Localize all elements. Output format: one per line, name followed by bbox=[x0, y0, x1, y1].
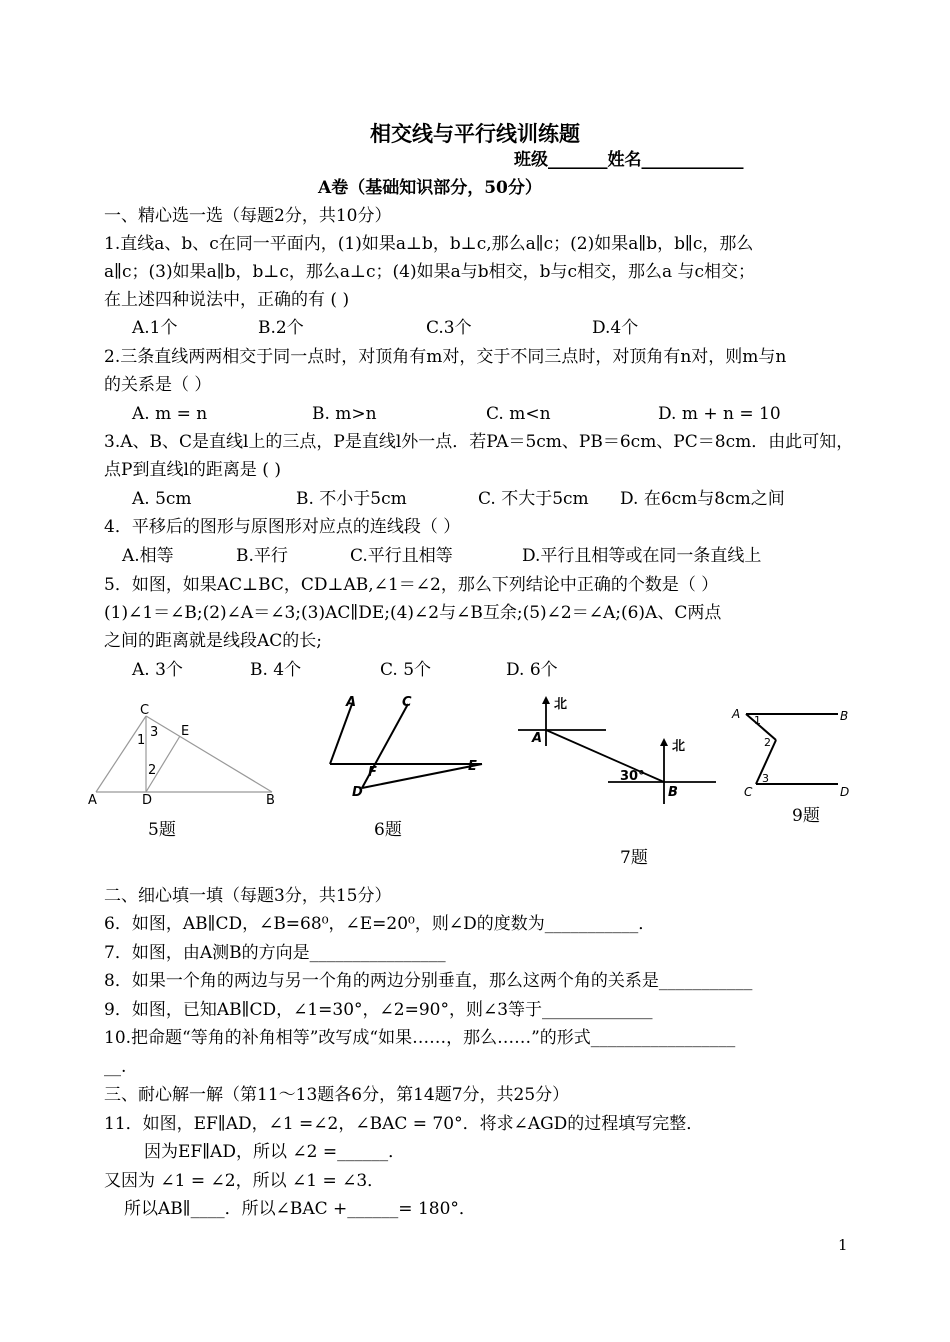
q1-line3: 在上述四种说法中，正确的有 ( ) bbox=[104, 290, 350, 310]
fig7-angle-30: 30° bbox=[620, 769, 645, 784]
q4-option-a: A.相等 bbox=[122, 546, 174, 566]
q1-option-d: D.4个 bbox=[592, 318, 639, 338]
fig7-caption: 7题 bbox=[620, 848, 648, 868]
fig9-label-a: A bbox=[732, 707, 741, 721]
q5-option-d: D. 6个 bbox=[506, 660, 558, 680]
q2-option-b: B. m>n bbox=[312, 404, 377, 424]
q3-option-a: A. 5cm bbox=[132, 489, 192, 509]
fig9-label-c: C bbox=[744, 785, 753, 799]
fig5-angle-2: 2 bbox=[148, 763, 157, 778]
q4-option-d: D.平行且相等或在同一条直线上 bbox=[522, 546, 762, 566]
fig9-angle-1: 1 bbox=[754, 714, 761, 727]
fig6-label-e: E bbox=[468, 759, 477, 774]
q3-line1: 3.A、B、C是直线l上的三点，P是直线l外一点．若PA＝5cm、PB＝6cm、PC＝8cm．由此可知， bbox=[104, 432, 854, 452]
q5-option-c: C. 5个 bbox=[380, 660, 432, 680]
fig5-angle-1: 1 bbox=[137, 733, 146, 748]
fig5-angle-3: 3 bbox=[150, 725, 159, 740]
fig5-label-b: B bbox=[266, 793, 275, 808]
q3-option-d: D. 在6cm与8cm之间 bbox=[620, 489, 785, 509]
fig9-caption: 9题 bbox=[792, 806, 820, 826]
q11-line2: 因为EF∥AD，所以 ∠2 =______． bbox=[144, 1142, 406, 1162]
part1-heading: 一、精心选一选（每题2分，共10分） bbox=[104, 206, 392, 226]
figure-5 bbox=[82, 698, 282, 810]
fig7-north-b: 北 bbox=[672, 739, 686, 754]
q11-line1: 11．如图，EF∥AD，∠1 =∠2，∠BAC = 70°．将求∠AGD的过程填写完整． bbox=[104, 1114, 704, 1134]
q1-option-b: B.2个 bbox=[258, 318, 304, 338]
fig6-label-d: D bbox=[352, 785, 363, 800]
fig9-angle-2: 2 bbox=[764, 736, 771, 749]
figure-9 bbox=[726, 700, 856, 800]
fig5-label-c: C bbox=[140, 703, 150, 718]
fig6-label-f: F bbox=[368, 765, 377, 780]
fig5-label-e: E bbox=[181, 724, 190, 739]
q6: 6．如图，AB∥CD，∠B=68⁰，∠E=20⁰，则∠D的度数为___________． bbox=[104, 914, 656, 934]
q4-option-c: C.平行且相等 bbox=[350, 546, 453, 566]
q5-line1: 5．如图，如果AC⊥BC，CD⊥AB,∠1＝∠2，那么下列结论中正确的个数是（ ） bbox=[104, 575, 719, 595]
q3-line2: 点P到直线l的距离是 ( ) bbox=[104, 460, 281, 480]
q4-line1: 4．平移后的图形与原图形对应点的连线段（ ） bbox=[104, 517, 461, 537]
fig5-caption: 5题 bbox=[148, 820, 176, 840]
q3-option-b: B. 不小于5cm bbox=[296, 489, 407, 509]
q1-option-a: A.1个 bbox=[132, 318, 178, 338]
part2-heading: 二、细心填一填（每题3分，共15分） bbox=[104, 886, 392, 906]
part3-heading: 三、耐心解一解（第11～13题各6分，第14题7分，共25分） bbox=[104, 1085, 570, 1105]
q2-option-d: D. m + n = 10 bbox=[658, 404, 781, 424]
fig9-label-d: D bbox=[840, 785, 850, 799]
page-title: 相交线与平行线训练题 bbox=[370, 121, 580, 146]
q2-line2: 的关系是（ ） bbox=[104, 375, 212, 395]
fig7-label-b: B bbox=[668, 785, 678, 800]
fig6-label-a: A bbox=[346, 695, 357, 710]
q10-line1: 10.把命题“等角的补角相等”改写成“如果……，那么……”的形式_________________ bbox=[104, 1028, 736, 1048]
section-a-heading: A卷（基础知识部分，50分） bbox=[318, 178, 542, 198]
q1-option-c: C.3个 bbox=[426, 318, 472, 338]
q8: 8．如果一个角的两边与另一个角的两边分别垂直，那么这两个角的关系是___________ bbox=[104, 971, 753, 991]
q5-option-b: B. 4个 bbox=[250, 660, 302, 680]
class-name-line: 班级_______姓名____________ bbox=[514, 150, 744, 170]
q1-line1: 1.直线a、b、c在同一平面内，(1)如果a⊥b，b⊥c,那么a∥c；(2)如果a∥b，b∥c，那么 bbox=[104, 234, 754, 254]
q5-option-a: A. 3个 bbox=[132, 660, 183, 680]
q2-option-c: C. m<n bbox=[486, 404, 551, 424]
fig7-label-a: A bbox=[532, 731, 543, 746]
fig5-label-a: A bbox=[88, 793, 97, 808]
fig6-caption: 6题 bbox=[374, 820, 402, 840]
fig9-angle-3: 3 bbox=[762, 772, 769, 785]
q4-option-b: B.平行 bbox=[236, 546, 288, 566]
q11-line3: 又因为 ∠1 = ∠2，所以 ∠1 = ∠3． bbox=[104, 1171, 385, 1191]
fig6-label-c: C bbox=[402, 695, 412, 710]
page-number: 1 bbox=[838, 1236, 848, 1254]
q9: 9．如图，已知AB∥CD，∠1=30°，∠2=90°，则∠3等于_____________ bbox=[104, 1000, 653, 1020]
q3-option-c: C. 不大于5cm bbox=[478, 489, 589, 509]
q7: 7．如图，由A测B的方向是________________ bbox=[104, 943, 446, 963]
figure-7 bbox=[514, 692, 718, 812]
q11-line4: 所以AB∥____．所以∠BAC +______= 180°． bbox=[124, 1199, 476, 1219]
q10-line2: __. bbox=[104, 1057, 127, 1077]
fig7-north-a: 北 bbox=[554, 697, 568, 712]
q5-line2: (1)∠1＝∠B;(2)∠A＝∠3;(3)AC∥DE;(4)∠2与∠B互余;(5)∠2＝∠A;(6)A、C两点 bbox=[104, 603, 722, 623]
fig9-label-b: B bbox=[840, 709, 849, 723]
q2-line1: 2.三条直线两两相交于同一点时，对顶角有m对，交于不同三点时，对顶角有n对，则m与n bbox=[104, 347, 787, 367]
figure-6 bbox=[322, 694, 492, 806]
q1-line2: a∥c；(3)如果a∥b，b⊥c，那么a⊥c；(4)如果a与b相交，b与c相交，那么a 与c相交； bbox=[104, 262, 756, 282]
q2-option-a: A. m = n bbox=[132, 404, 208, 424]
fig5-label-d: D bbox=[142, 793, 153, 808]
q5-line3: 之间的距离就是线段AC的长; bbox=[104, 631, 323, 651]
